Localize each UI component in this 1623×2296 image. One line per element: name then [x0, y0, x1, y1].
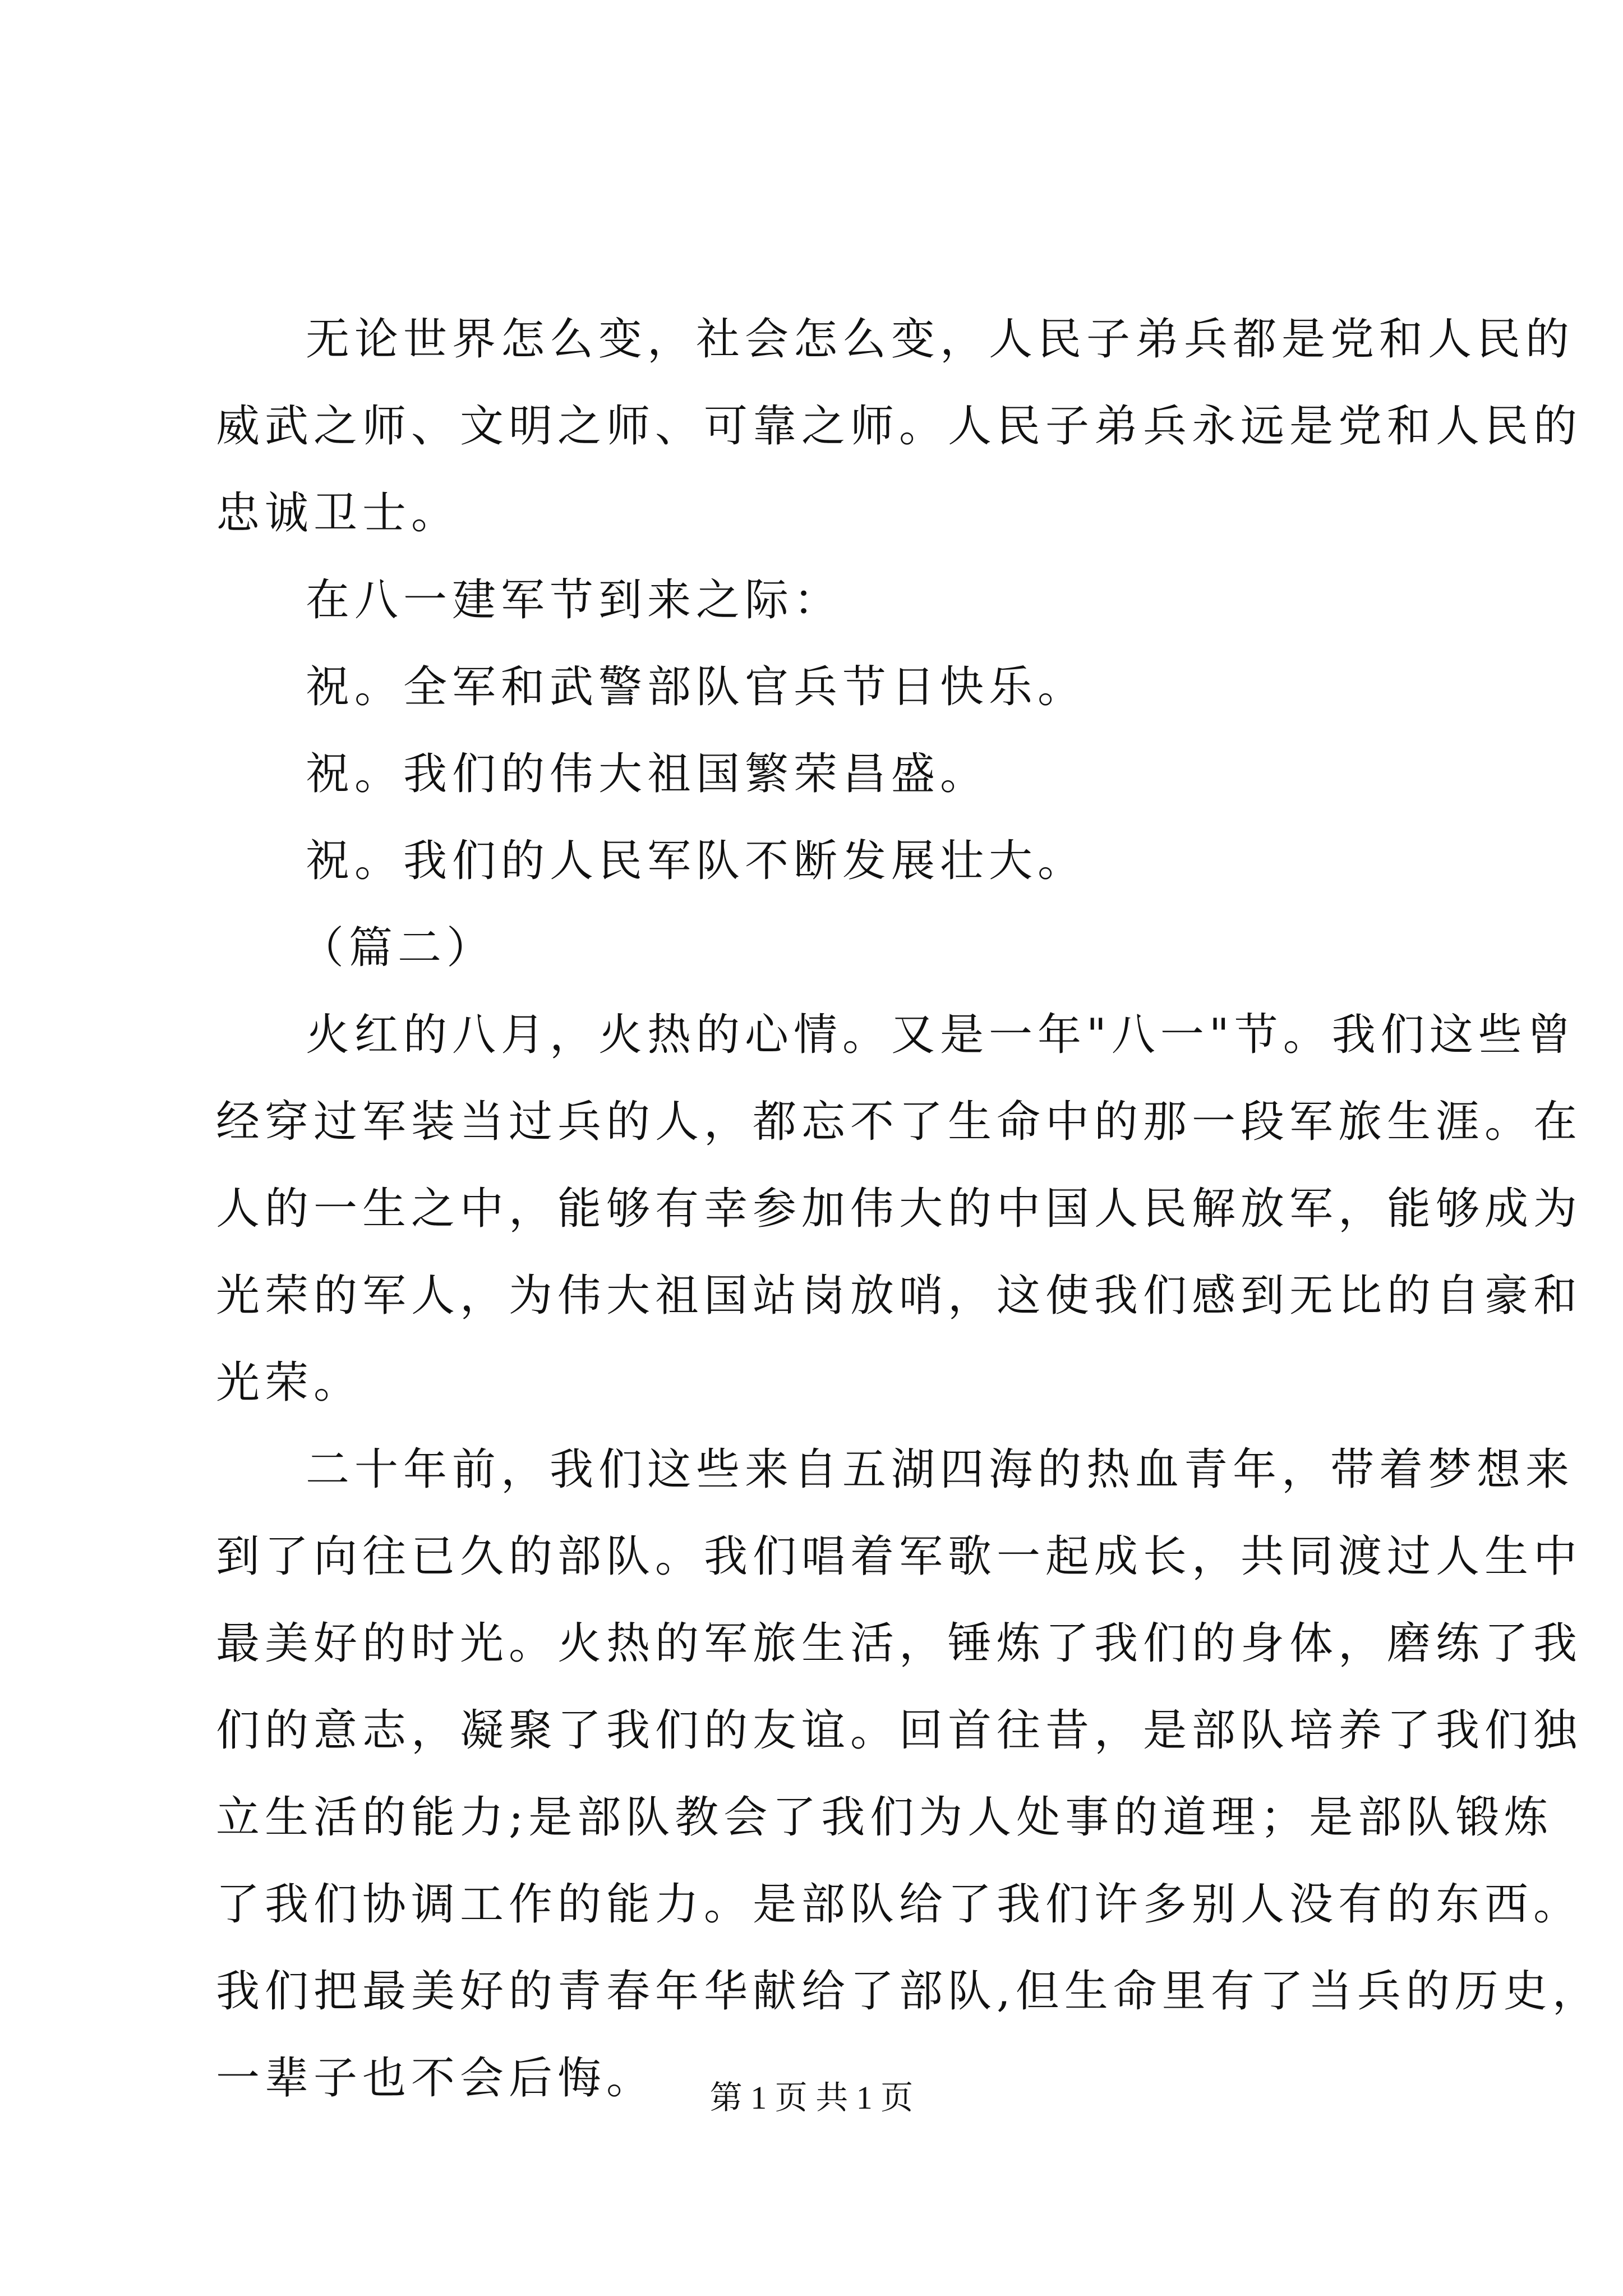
paragraph-1 — [216, 296, 1583, 557]
text-line: 我们把最美好的青春年华献给了部队,但生命里有了当兵的历史， — [216, 1966, 1601, 2017]
paragraph-8 — [216, 1427, 1601, 2122]
text-line: 在八一建军节到来之际： — [306, 575, 843, 625]
text-line: 一辈子也不会后悔。 — [216, 2053, 656, 2104]
text-line: 二十年前，我们这些来自五湖四海的热血青年，带着梦想来 — [306, 1444, 1575, 1495]
text-line: 了我们协调工作的能力。是部队给了我们许多别人没有的东西。 — [216, 1879, 1583, 1930]
paragraph-3 — [216, 644, 1416, 731]
text-line: 祝。全军和武警部队官兵节日快乐。 — [306, 662, 1087, 712]
paragraph-2 — [216, 557, 1416, 644]
text-line: 最美好的时光。火热的军旅生活，锤炼了我们的身体，磨练了我 — [216, 1618, 1583, 1669]
text-line: 光荣的军人，为伟大祖国站岗放哨，这使我们感到无比的自豪和 — [216, 1271, 1583, 1321]
text-line: 人的一生之中，能够有幸参加伟大的中国人民解放军，能够成为 — [216, 1184, 1583, 1234]
text-line: 们的意志，凝聚了我们的友谊。回首往昔，是部队培养了我们独 — [216, 1705, 1583, 1756]
text-line: 光荣。 — [216, 1358, 363, 1408]
text-line: 祝。我们的伟大祖国繁荣昌盛。 — [306, 749, 989, 799]
text-line: 火红的八月，火热的心情。又是一年"八一"节。我们这些曾 — [306, 1010, 1576, 1060]
section-heading — [216, 905, 1416, 992]
text-line: 立生活的能力;是部队教会了我们为人处事的道理；是部队锻炼 — [216, 1792, 1553, 1843]
paragraph-4 — [216, 731, 1416, 818]
text-line: 经穿过军装当过兵的人，都忘不了生命中的那一段军旅生涯。在 — [216, 1097, 1583, 1147]
paragraph-5 — [216, 818, 1416, 905]
text-line: 无论世界怎么变，社会怎么变，人民子弟兵都是党和人民的 — [306, 314, 1575, 365]
text-line: 到了向往已久的部队。我们唱着军歌一起成长，共同渡过人生中 — [216, 1531, 1583, 1582]
section-heading-text: （篇二） — [300, 923, 496, 973]
text-line: 忠诚卫士。 — [216, 488, 460, 539]
text-line: 祝。我们的人民军队不断发展壮大。 — [306, 836, 1087, 886]
page-number-footer: 第 1 页 共 1 页 — [709, 2079, 914, 2116]
paragraph-7 — [216, 992, 1583, 1427]
text-line: 威武之师、文明之师、可靠之师。人民子弟兵永远是党和人民的 — [216, 401, 1583, 452]
document-body — [216, 296, 1601, 2122]
